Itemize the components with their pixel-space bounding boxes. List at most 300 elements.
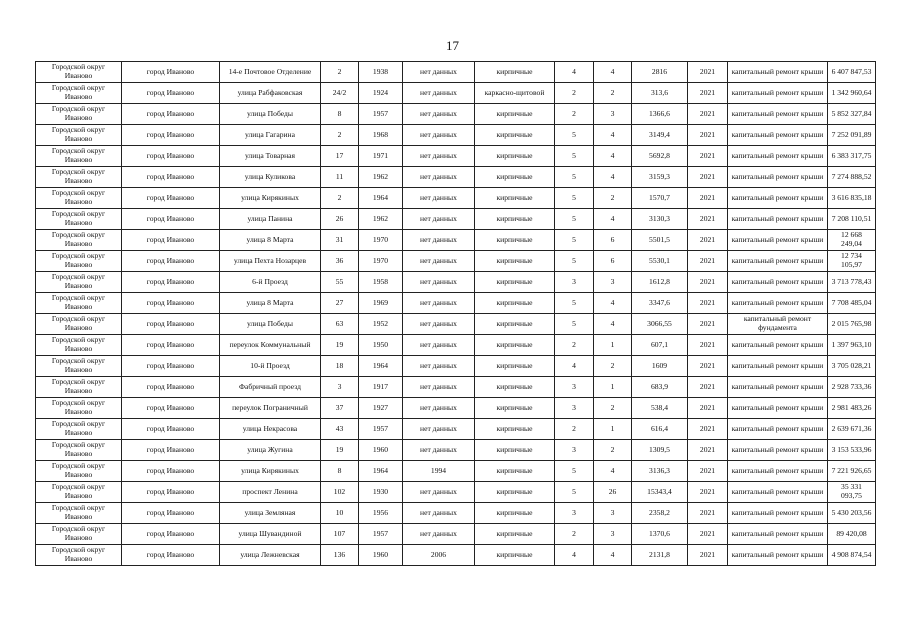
cost-cell: 2 639 671,36 [828,419,876,440]
municipality-cell: Городской округ Иваново [36,377,122,398]
locality-cell: город Иваново [122,251,220,272]
house-number-cell: 11 [321,167,359,188]
floors-cell: 4 [555,62,594,83]
street-cell: переулок Коммунальный [220,335,321,356]
cost-cell: 4 908 874,54 [828,545,876,566]
table-row [36,272,876,293]
locality-cell: город Иваново [122,314,220,335]
area-cell: 5530,1 [632,251,688,272]
municipality-cell: Городской округ Иваново [36,461,122,482]
wall-material-cell: кирпичные [475,377,555,398]
entrances-cell: 3 [594,524,632,545]
wall-material-cell: кирпичные [475,167,555,188]
cost-cell: 7 221 926,65 [828,461,876,482]
area-cell: 683,9 [632,377,688,398]
municipality-cell: Городской округ Иваново [36,440,122,461]
house-number-cell: 31 [321,230,359,251]
house-number-cell: 63 [321,314,359,335]
area-cell: 1609 [632,356,688,377]
work-type-cell: капитальный ремонт крыши [728,209,828,230]
work-type-cell: капитальный ремонт крыши [728,62,828,83]
year-built-cell: 1956 [359,503,403,524]
area-cell: 3159,3 [632,167,688,188]
year-reconstructed-cell: нет данных [403,83,475,104]
street-cell: улица Шувандиной [220,524,321,545]
entrances-cell: 2 [594,398,632,419]
year-reconstructed-cell: нет данных [403,419,475,440]
table-row [36,398,876,419]
house-number-cell: 102 [321,482,359,503]
street-cell: улица Кирякиных [220,461,321,482]
entrances-cell: 4 [594,209,632,230]
wall-material-cell: кирпичные [475,545,555,566]
work-type-cell: капитальный ремонт крыши [728,146,828,167]
year-built-cell: 1964 [359,188,403,209]
wall-material-cell: кирпичные [475,461,555,482]
wall-material-cell: кирпичные [475,272,555,293]
wall-material-cell: кирпичные [475,293,555,314]
locality-cell: город Иваново [122,503,220,524]
municipality-cell: Городской округ Иваново [36,188,122,209]
area-cell: 1570,7 [632,188,688,209]
year-planned-cell: 2021 [688,167,728,188]
wall-material-cell: кирпичные [475,251,555,272]
year-reconstructed-cell: нет данных [403,104,475,125]
house-number-cell: 10 [321,503,359,524]
municipality-cell: Городской округ Иваново [36,209,122,230]
floors-cell: 5 [555,482,594,503]
entrances-cell: 4 [594,545,632,566]
floors-cell: 5 [555,293,594,314]
year-built-cell: 1970 [359,251,403,272]
area-cell: 2816 [632,62,688,83]
house-number-cell: 55 [321,272,359,293]
work-type-cell: капитальный ремонт крыши [728,272,828,293]
floors-cell: 5 [555,188,594,209]
floors-cell: 5 [555,230,594,251]
municipality-cell: Городской округ Иваново [36,104,122,125]
year-built-cell: 1927 [359,398,403,419]
house-number-cell: 19 [321,335,359,356]
year-reconstructed-cell: 2006 [403,545,475,566]
work-type-cell: капитальный ремонт крыши [728,230,828,251]
year-reconstructed-cell: нет данных [403,272,475,293]
wall-material-cell: кирпичные [475,230,555,251]
municipality-cell: Городской округ Иваново [36,482,122,503]
house-number-cell: 43 [321,419,359,440]
entrances-cell: 2 [594,188,632,209]
year-built-cell: 1952 [359,314,403,335]
year-reconstructed-cell: нет данных [403,209,475,230]
table-body [36,62,876,566]
year-built-cell: 1969 [359,293,403,314]
street-cell: улица Земляная [220,503,321,524]
year-built-cell: 1958 [359,272,403,293]
floors-cell: 3 [555,440,594,461]
wall-material-cell: кирпичные [475,335,555,356]
wall-material-cell: кирпичные [475,62,555,83]
municipality-cell: Городской округ Иваново [36,62,122,83]
table-row [36,293,876,314]
area-cell: 2131,8 [632,545,688,566]
year-reconstructed-cell: нет данных [403,230,475,251]
table-row [36,335,876,356]
year-reconstructed-cell: нет данных [403,335,475,356]
year-planned-cell: 2021 [688,83,728,104]
locality-cell: город Иваново [122,440,220,461]
street-cell: улица Кирякиных [220,188,321,209]
year-built-cell: 1930 [359,482,403,503]
wall-material-cell: кирпичные [475,146,555,167]
entrances-cell: 1 [594,419,632,440]
locality-cell: город Иваново [122,83,220,104]
entrances-cell: 6 [594,230,632,251]
floors-cell: 2 [555,524,594,545]
house-number-cell: 2 [321,62,359,83]
work-type-cell: капитальный ремонт крыши [728,293,828,314]
table-row [36,524,876,545]
municipality-cell: Городской округ Иваново [36,167,122,188]
municipality-cell: Городской округ Иваново [36,545,122,566]
locality-cell: город Иваново [122,398,220,419]
work-type-cell: капитальный ремонт крыши [728,356,828,377]
entrances-cell: 4 [594,167,632,188]
house-number-cell: 136 [321,545,359,566]
cost-cell: 6 407 847,53 [828,62,876,83]
area-cell: 607,1 [632,335,688,356]
work-type-cell: капитальный ремонт крыши [728,524,828,545]
house-number-cell: 3 [321,377,359,398]
house-number-cell: 8 [321,104,359,125]
locality-cell: город Иваново [122,62,220,83]
area-cell: 1366,6 [632,104,688,125]
table-row [36,188,876,209]
floors-cell: 4 [555,356,594,377]
wall-material-cell: кирпичные [475,209,555,230]
municipality-cell: Городской округ Иваново [36,335,122,356]
work-type-cell: капитальный ремонт крыши [728,461,828,482]
year-built-cell: 1970 [359,230,403,251]
year-built-cell: 1917 [359,377,403,398]
table-row [36,125,876,146]
municipality-cell: Городской округ Иваново [36,314,122,335]
floors-cell: 3 [555,272,594,293]
locality-cell: город Иваново [122,167,220,188]
table-row [36,440,876,461]
area-cell: 538,4 [632,398,688,419]
floors-cell: 5 [555,167,594,188]
year-reconstructed-cell: нет данных [403,188,475,209]
wall-material-cell: каркасно-щитовой [475,83,555,104]
cost-cell: 6 383 317,75 [828,146,876,167]
street-cell: улица Товарная [220,146,321,167]
street-cell: улица Рабфаковская [220,83,321,104]
cost-cell: 7 208 110,51 [828,209,876,230]
cost-cell: 3 705 028,21 [828,356,876,377]
area-cell: 616,4 [632,419,688,440]
street-cell: улица 8 Марта [220,293,321,314]
year-built-cell: 1962 [359,209,403,230]
area-cell: 1612,8 [632,272,688,293]
locality-cell: город Иваново [122,461,220,482]
table-row [36,146,876,167]
floors-cell: 5 [555,314,594,335]
table-row [36,104,876,125]
year-built-cell: 1957 [359,104,403,125]
year-reconstructed-cell: нет данных [403,251,475,272]
floors-cell: 2 [555,335,594,356]
table-row [36,167,876,188]
cost-cell: 35 331 093,75 [828,482,876,503]
municipality-cell: Городской округ Иваново [36,146,122,167]
entrances-cell: 1 [594,377,632,398]
year-planned-cell: 2021 [688,125,728,146]
floors-cell: 5 [555,209,594,230]
floors-cell: 2 [555,419,594,440]
floors-cell: 5 [555,146,594,167]
floors-cell: 4 [555,545,594,566]
wall-material-cell: кирпичные [475,188,555,209]
year-built-cell: 1971 [359,146,403,167]
street-cell: проспект Ленина [220,482,321,503]
year-planned-cell: 2021 [688,314,728,335]
year-planned-cell: 2021 [688,419,728,440]
year-planned-cell: 2021 [688,104,728,125]
year-built-cell: 1962 [359,167,403,188]
year-built-cell: 1938 [359,62,403,83]
year-built-cell: 1924 [359,83,403,104]
year-built-cell: 1964 [359,461,403,482]
area-cell: 3136,3 [632,461,688,482]
house-number-cell: 2 [321,188,359,209]
entrances-cell: 2 [594,83,632,104]
house-number-cell: 36 [321,251,359,272]
entrances-cell: 2 [594,440,632,461]
year-planned-cell: 2021 [688,398,728,419]
entrances-cell: 3 [594,104,632,125]
street-cell: 10-й Проезд [220,356,321,377]
street-cell: улица Гагарина [220,125,321,146]
area-cell: 313,6 [632,83,688,104]
entrances-cell: 4 [594,314,632,335]
cost-cell: 1 397 963,10 [828,335,876,356]
floors-cell: 3 [555,377,594,398]
area-cell: 3149,4 [632,125,688,146]
cost-cell: 5 852 327,84 [828,104,876,125]
street-cell: улица Жугина [220,440,321,461]
floors-cell: 5 [555,461,594,482]
year-built-cell: 1960 [359,440,403,461]
cost-cell: 5 430 203,56 [828,503,876,524]
year-built-cell: 1968 [359,125,403,146]
year-planned-cell: 2021 [688,251,728,272]
year-reconstructed-cell: нет данных [403,503,475,524]
locality-cell: город Иваново [122,230,220,251]
area-cell: 15343,4 [632,482,688,503]
area-cell: 5692,8 [632,146,688,167]
work-type-cell: капитальный ремонт крыши [728,167,828,188]
work-type-cell: капитальный ремонт крыши [728,398,828,419]
cost-cell: 3 153 533,96 [828,440,876,461]
floors-cell: 5 [555,251,594,272]
locality-cell: город Иваново [122,356,220,377]
area-cell: 3066,55 [632,314,688,335]
year-planned-cell: 2021 [688,209,728,230]
area-cell: 2358,2 [632,503,688,524]
wall-material-cell: кирпичные [475,503,555,524]
year-reconstructed-cell: нет данных [403,398,475,419]
locality-cell: город Иваново [122,377,220,398]
year-reconstructed-cell: нет данных [403,482,475,503]
wall-material-cell: кирпичные [475,440,555,461]
street-cell: улица Куликова [220,167,321,188]
entrances-cell: 3 [594,272,632,293]
house-number-cell: 18 [321,356,359,377]
municipality-cell: Городской округ Иваново [36,272,122,293]
year-planned-cell: 2021 [688,482,728,503]
year-planned-cell: 2021 [688,188,728,209]
municipality-cell: Городской округ Иваново [36,419,122,440]
locality-cell: город Иваново [122,209,220,230]
year-reconstructed-cell: нет данных [403,314,475,335]
area-cell: 3347,6 [632,293,688,314]
entrances-cell: 4 [594,461,632,482]
work-type-cell: капитальный ремонт крыши [728,482,828,503]
table-row [36,356,876,377]
work-type-cell: капитальный ремонт крыши [728,503,828,524]
table-row [36,377,876,398]
year-planned-cell: 2021 [688,440,728,461]
year-planned-cell: 2021 [688,62,728,83]
year-reconstructed-cell: нет данных [403,125,475,146]
year-built-cell: 1957 [359,419,403,440]
cost-cell: 2 015 765,98 [828,314,876,335]
street-cell: переулок Пограничный [220,398,321,419]
street-cell: улица 8 Марта [220,230,321,251]
year-planned-cell: 2021 [688,377,728,398]
entrances-cell: 2 [594,356,632,377]
year-planned-cell: 2021 [688,335,728,356]
cost-cell: 12 668 249,04 [828,230,876,251]
floors-cell: 3 [555,503,594,524]
work-type-cell: капитальный ремонт крыши [728,419,828,440]
table-row [36,461,876,482]
work-type-cell: капитальный ремонт крыши [728,251,828,272]
year-reconstructed-cell: нет данных [403,524,475,545]
floors-cell: 3 [555,398,594,419]
house-number-cell: 107 [321,524,359,545]
house-number-cell: 26 [321,209,359,230]
work-type-cell: капитальный ремонт фундамента [728,314,828,335]
floors-cell: 5 [555,125,594,146]
locality-cell: город Иваново [122,188,220,209]
locality-cell: город Иваново [122,125,220,146]
area-cell: 3130,3 [632,209,688,230]
locality-cell: город Иваново [122,272,220,293]
street-cell: 14-е Почтовое Отделение [220,62,321,83]
cost-cell: 3 616 835,18 [828,188,876,209]
locality-cell: город Иваново [122,545,220,566]
street-cell: Фабричный проезд [220,377,321,398]
wall-material-cell: кирпичные [475,524,555,545]
table-row [36,83,876,104]
year-reconstructed-cell: нет данных [403,440,475,461]
year-planned-cell: 2021 [688,230,728,251]
entrances-cell: 4 [594,125,632,146]
house-number-cell: 19 [321,440,359,461]
street-cell: улица Лежневская [220,545,321,566]
cost-cell: 2 981 483,26 [828,398,876,419]
table-row [36,419,876,440]
year-planned-cell: 2021 [688,545,728,566]
year-built-cell: 1964 [359,356,403,377]
year-reconstructed-cell: 1994 [403,461,475,482]
year-planned-cell: 2021 [688,461,728,482]
municipality-cell: Городской округ Иваново [36,83,122,104]
wall-material-cell: кирпичные [475,482,555,503]
entrances-cell: 4 [594,62,632,83]
wall-material-cell: кирпичные [475,125,555,146]
cost-cell: 12 734 105,97 [828,251,876,272]
municipality-cell: Городской округ Иваново [36,125,122,146]
entrances-cell: 3 [594,503,632,524]
house-number-cell: 24/2 [321,83,359,104]
year-reconstructed-cell: нет данных [403,377,475,398]
cost-cell: 7 252 091,89 [828,125,876,146]
area-cell: 1370,6 [632,524,688,545]
year-planned-cell: 2021 [688,356,728,377]
locality-cell: город Иваново [122,419,220,440]
house-number-cell: 27 [321,293,359,314]
floors-cell: 2 [555,83,594,104]
house-number-cell: 2 [321,125,359,146]
year-built-cell: 1957 [359,524,403,545]
table-row [36,209,876,230]
work-type-cell: капитальный ремонт крыши [728,335,828,356]
street-cell: улица Победы [220,104,321,125]
area-cell: 1309,5 [632,440,688,461]
work-type-cell: капитальный ремонт крыши [728,440,828,461]
year-planned-cell: 2021 [688,272,728,293]
street-cell: улица Панина [220,209,321,230]
year-reconstructed-cell: нет данных [403,356,475,377]
year-reconstructed-cell: нет данных [403,293,475,314]
cost-cell: 7 274 888,52 [828,167,876,188]
locality-cell: город Иваново [122,104,220,125]
work-type-cell: капитальный ремонт крыши [728,104,828,125]
year-reconstructed-cell: нет данных [403,62,475,83]
house-number-cell: 8 [321,461,359,482]
work-type-cell: капитальный ремонт крыши [728,125,828,146]
work-type-cell: капитальный ремонт крыши [728,83,828,104]
street-cell: улица Некрасова [220,419,321,440]
year-reconstructed-cell: нет данных [403,146,475,167]
work-type-cell: капитальный ремонт крыши [728,188,828,209]
municipality-cell: Городской округ Иваново [36,524,122,545]
house-number-cell: 17 [321,146,359,167]
table-row [36,62,876,83]
wall-material-cell: кирпичные [475,314,555,335]
work-type-cell: капитальный ремонт крыши [728,377,828,398]
repair-register-table [35,61,876,566]
street-cell: улица Пехта Нозарцев [220,251,321,272]
locality-cell: город Иваново [122,293,220,314]
locality-cell: город Иваново [122,482,220,503]
work-type-cell: капитальный ремонт крыши [728,545,828,566]
cost-cell: 89 420,08 [828,524,876,545]
wall-material-cell: кирпичные [475,104,555,125]
street-cell: улица Победы [220,314,321,335]
